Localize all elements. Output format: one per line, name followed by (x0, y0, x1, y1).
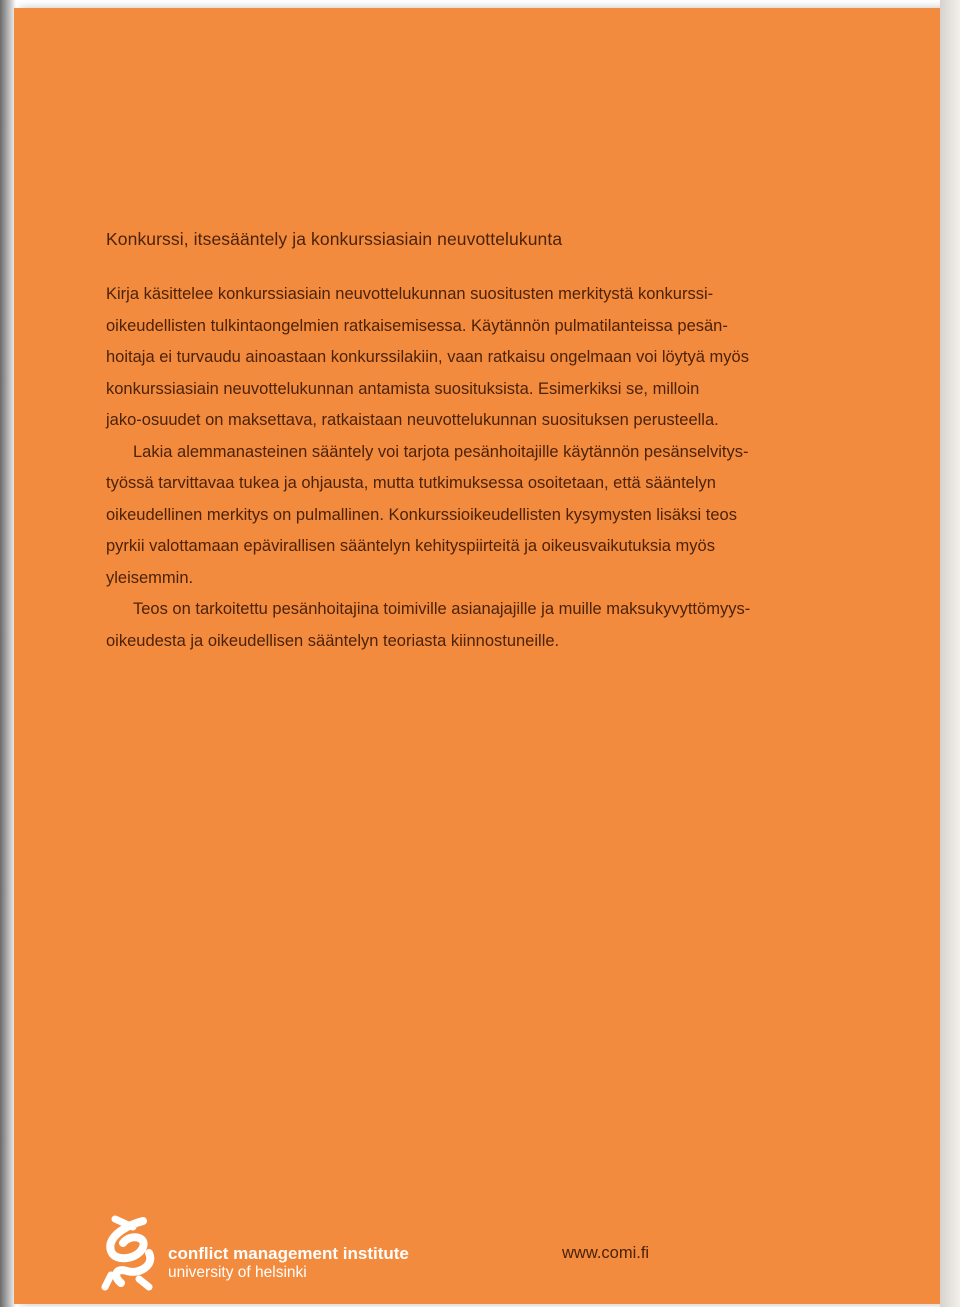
book-title: Konkurssi, itsesääntely ja konkurssiasiain neuvottelukunta (106, 229, 563, 249)
description-line: oikeudesta ja oikeudellisen sääntelyn teoriasta kiinnostuneille. (106, 631, 560, 650)
description-line: Lakia alemmanasteinen sääntely voi tarjota pesänhoitajille käytännön pesänselvitys- (133, 442, 749, 461)
publisher-url[interactable]: www.comi.fi (562, 1244, 650, 1262)
description-line: pyrkii valottamaan epävirallisen sääntelyn kehityspiirteitä ja oikeusvaikutuksia myös (106, 537, 715, 555)
description-line: työssä tarvittavaa tukea ja ohjausta, mutta tutkimuksessa osoitetaan, että sääntelyn (106, 474, 716, 492)
description-line: jako-osuudet on maksettava, ratkaistaan neuvottelukunnan suosituksen perusteella. (106, 411, 719, 429)
book-description (106, 279, 896, 657)
description-line: hoitaja ei turvaudu ainoastaan konkurssilakiin, vaan ratkaisu ongelmaan voi löytyä myös (106, 348, 749, 366)
description-line: oikeudellisten tulkintaongelmien ratkaisemisessa. Käytännön pulmatilanteissa pesän- (106, 316, 728, 335)
description-line: Kirja käsittelee konkurssiasiain neuvottelukunnan suositusten merkitystä konkurssi- (106, 285, 714, 303)
publisher-subtitle: university of helsinki (168, 1264, 307, 1281)
publisher-name: conflict management institute (168, 1244, 409, 1263)
description-line: Teos on tarkoitettu pesänhoitajina toimiville asianajajille ja muille maksukyvyttömyys- (133, 600, 751, 618)
page-edge-right (940, 0, 960, 1307)
comi-logo-icon (99, 1213, 165, 1291)
description-line: oikeudellinen merkitys on pulmallinen. Konkurssioikeudellisten kysymysten lisäksi teos (106, 505, 737, 524)
description-line: yleisemmin. (106, 568, 194, 587)
book-back-cover (14, 8, 942, 1304)
description-line: konkurssiasiain neuvottelukunnan antamista suosituksista. Esimerkiksi se, milloin (106, 379, 700, 398)
